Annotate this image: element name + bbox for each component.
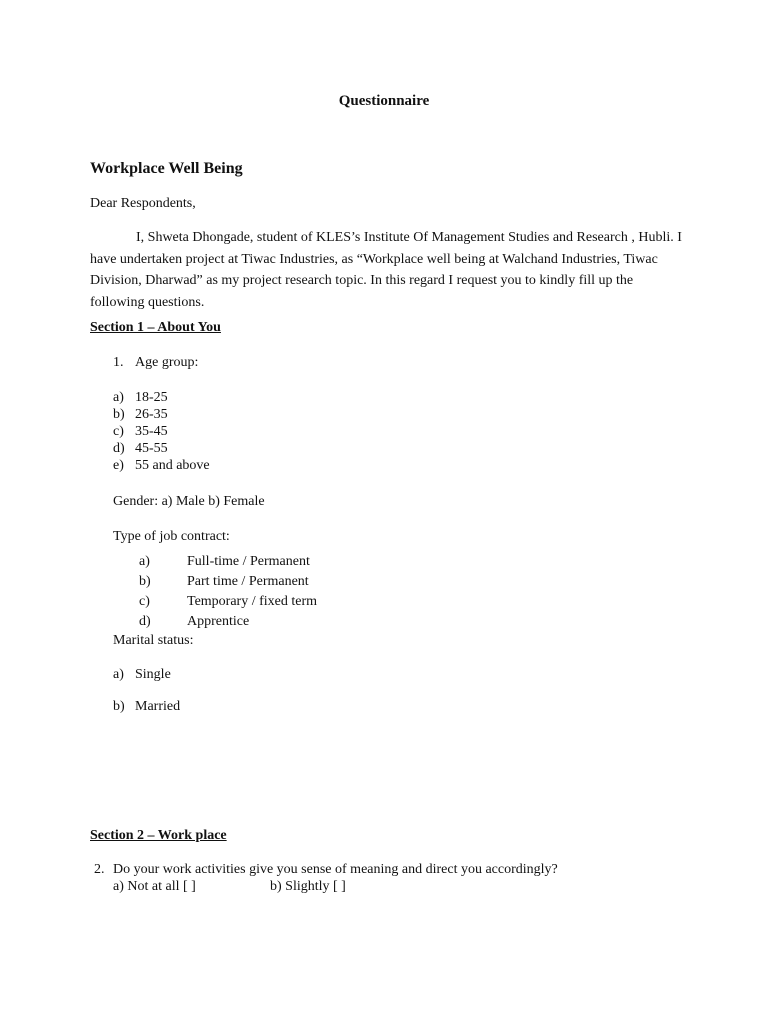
marital-status-question: Marital status:	[113, 633, 194, 648]
salutation: Dear Respondents,	[90, 196, 196, 211]
job-option-d[interactable]	[139, 613, 249, 630]
option-label: b)	[113, 699, 125, 714]
q2-option-a[interactable]: a) Not at all [ ]	[113, 879, 196, 894]
age-option-d[interactable]	[113, 440, 168, 457]
option-label: d)	[139, 614, 151, 629]
option-label: e)	[113, 458, 124, 473]
option-text: Part time / Permanent	[187, 574, 309, 589]
option-text: Apprentice	[187, 614, 250, 629]
job-option-c[interactable]	[139, 593, 317, 610]
option-label: a)	[139, 554, 150, 569]
age-option-c[interactable]	[113, 423, 168, 440]
option-text: 55 and above	[135, 458, 210, 473]
job-option-a[interactable]	[139, 553, 310, 570]
question-text: Age group:	[135, 355, 199, 370]
option-label: c)	[139, 594, 150, 609]
document-title: Questionnaire	[338, 93, 430, 109]
section-1-title: Section 1 – About You	[90, 320, 221, 335]
page-heading: Workplace Well Being	[90, 160, 243, 177]
option-label: b)	[139, 574, 151, 589]
question-2	[94, 861, 558, 878]
question-number: 1.	[113, 355, 124, 370]
option-label: a)	[113, 390, 124, 405]
marital-option-a[interactable]	[113, 666, 171, 683]
age-option-a[interactable]	[113, 389, 168, 406]
section-2-title: Section 2 – Work place	[90, 828, 227, 843]
option-text: 26-35	[135, 407, 168, 422]
option-text: Full-time / Permanent	[187, 554, 310, 569]
option-label: a)	[113, 667, 124, 682]
age-option-e[interactable]	[113, 457, 210, 474]
option-text: Temporary / fixed term	[187, 594, 318, 609]
intro-text: I, Shweta Dhongade, student of KLES’s Institute Of Management Studies and Research , Hubli. I have undertaken project at Tiwac Industries, as “Workplace well being at Walchand Industries, Tiwac Division, Dharwad” as my project research topic. In this regard I request you to kindly fill up the following questions.	[90, 230, 682, 310]
option-label: d)	[113, 441, 125, 456]
job-contract-question: Type of job contract:	[113, 529, 230, 544]
marital-option-b[interactable]	[113, 698, 180, 715]
job-option-b[interactable]	[139, 573, 309, 590]
option-text: Married	[135, 699, 181, 714]
option-label: c)	[113, 424, 124, 439]
question-text: Do your work activities give you sense of meaning and direct you accordingly?	[113, 862, 558, 877]
option-text: 35-45	[135, 424, 168, 439]
question-1	[113, 354, 198, 371]
option-text: 45-55	[135, 441, 168, 456]
age-option-b[interactable]	[113, 406, 168, 423]
option-label: b)	[113, 407, 125, 422]
q2-option-b[interactable]: b) Slightly [ ]	[270, 879, 346, 894]
gender-question: Gender: a) Male b) Female	[113, 494, 265, 509]
question-number: 2.	[94, 862, 105, 877]
option-text: Single	[135, 667, 171, 682]
intro-paragraph	[90, 227, 690, 313]
option-text: 18-25	[135, 390, 168, 405]
